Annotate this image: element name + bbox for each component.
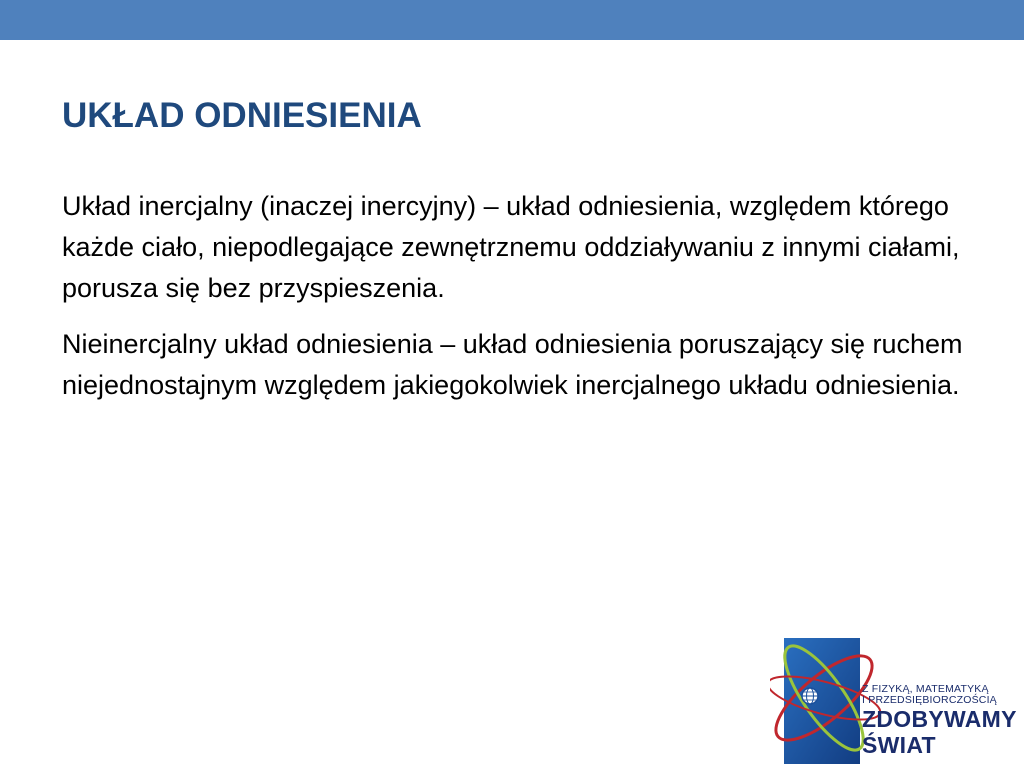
logo-tagline-1: Z FIZYKĄ, MATEMATYKĄ [862, 683, 989, 695]
paragraph-noninertial: Nieinercjalny układ odniesienia – układ odniesienia poruszający się ruchem niejednostajnym względem jakiegokolwiek inercjalnego układu odniesienia. [62, 329, 963, 400]
paragraph-inertial: Układ inercjalny (inaczej inercyjny) – układ odniesienia, względem którego każde ciało, niepodlegające zewnętrznemu oddziaływaniu z innymi ciałami, porusza się bez przyspieszenia. [62, 191, 960, 303]
top-bar [0, 0, 1024, 40]
slide-title: UKŁAD ODNIESIENIA [62, 96, 422, 135]
logo-name-1: ZDOBYWAMY [862, 706, 1017, 732]
slide-body [62, 186, 982, 421]
logo-name-2: ŚWIAT [862, 732, 936, 758]
logo-tagline-2: I PRZEDSIĘBIORCZOŚCIĄ [862, 694, 997, 706]
logo-text [862, 684, 1017, 758]
